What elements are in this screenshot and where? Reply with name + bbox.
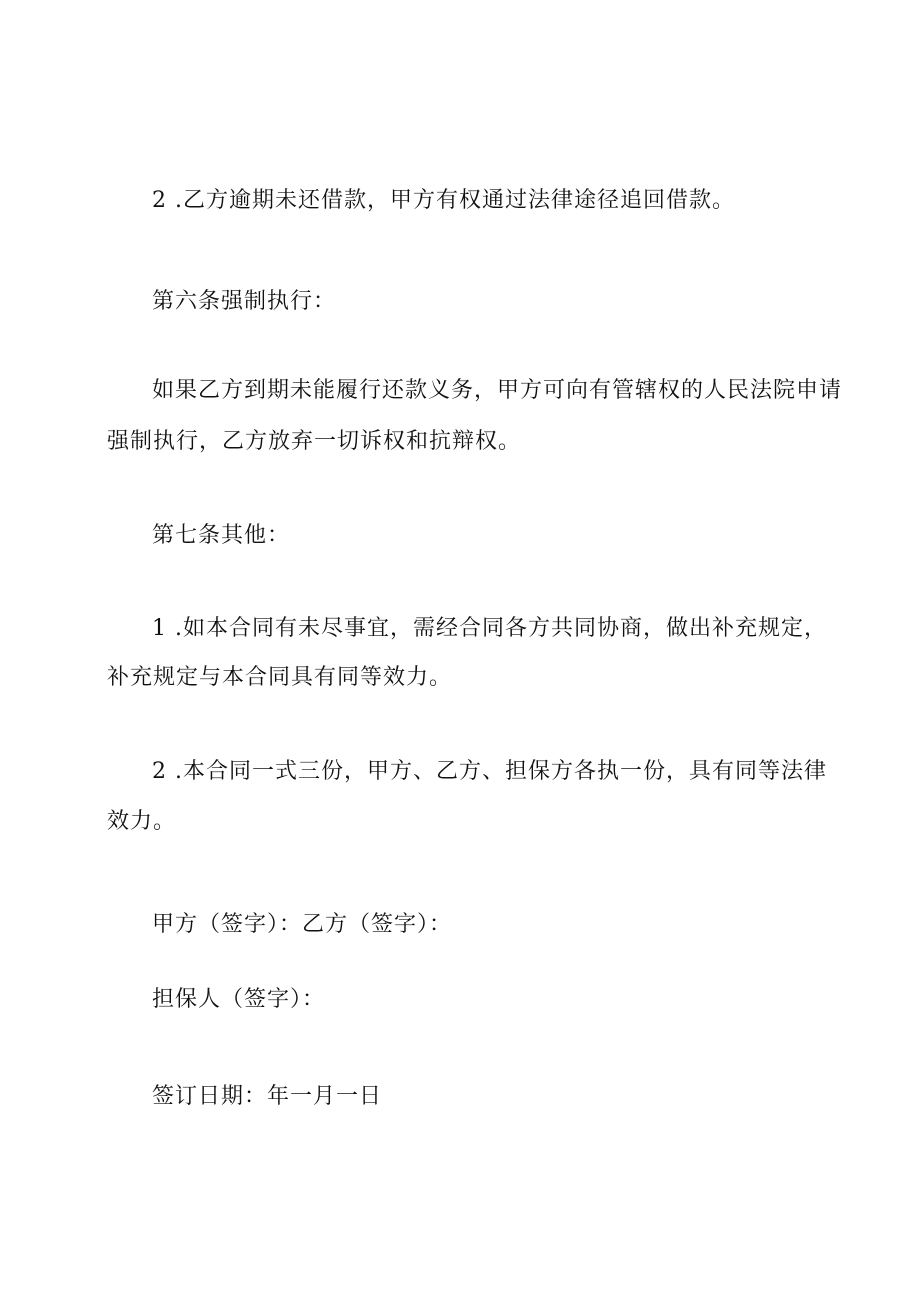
signature-party-a-b: 甲方（签字）：乙方（签字）：: [152, 912, 453, 937]
article-7-item-2-line-2: 效力。: [107, 809, 177, 834]
article-6-body-line-1: 如果乙方到期未能履行还款义务，甲方可向有管辖权的人民法院申请: [152, 378, 843, 403]
signature-guarantor: 担保人（签字）：: [152, 987, 326, 1012]
clause-5-item-2: 2 .乙方逾期未还借款，甲方有权通过法律途径追回借款。: [152, 188, 735, 213]
article-6-heading: 第六条强制执行：: [152, 289, 337, 314]
article-7-item-2-line-1: 2 .本合同一式三份，甲方、乙方、担保方各执一份，具有同等法律: [152, 759, 827, 784]
article-7-item-1-line-1: 1 .如本合同有未尽事宜，需经合同各方共同协商，做出补充规定，: [152, 616, 827, 641]
signing-date: 签订日期：年一月一日: [152, 1084, 383, 1109]
article-6-body-line-2: 强制执行，乙方放弃一切诉权和抗辩权。: [107, 429, 522, 454]
article-7-heading: 第七条其他：: [152, 523, 291, 548]
article-7-item-1-line-2: 补充规定与本合同具有同等效力。: [107, 665, 453, 690]
